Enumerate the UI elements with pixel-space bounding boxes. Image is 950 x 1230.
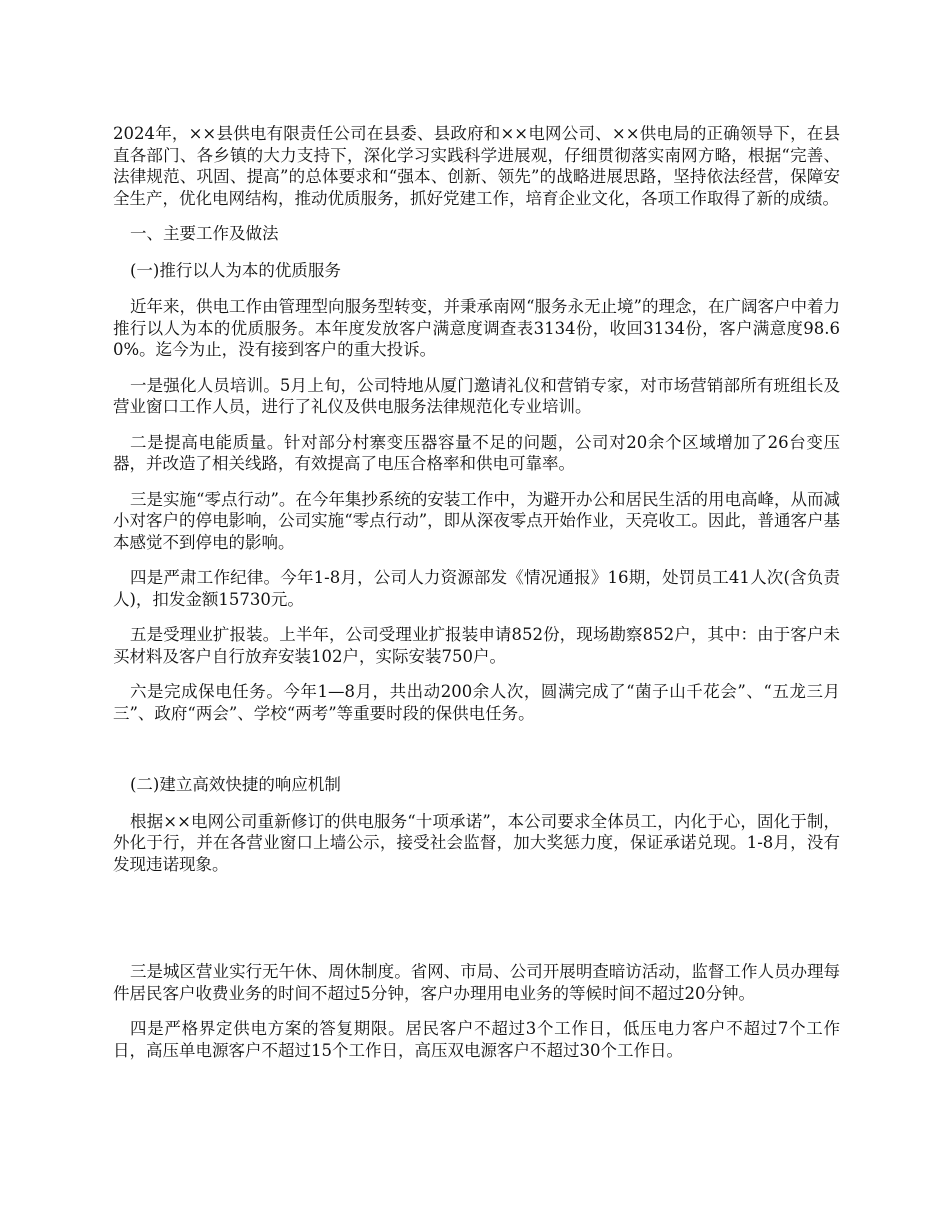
blank-space (113, 889, 840, 961)
body-paragraph: 五是受理业扩报装。上半年，公司受理业扩报装申请852份，现场勘察852户，其中：由于客户未买材料及客户自行放弃安装102户，实际安装750户。 (113, 625, 840, 666)
section-heading-main-work: 一、主要工作及做法 (130, 224, 279, 243)
body-paragraph: 二是提高电能质量。针对部分村寨变压器容量不足的问题，公司对20余个区域增加了26台变压器，并改造了相关线路，有效提高了电压合格率和供电可靠率。 (113, 432, 840, 473)
body-paragraph: 四是严肃工作纪律。今年1-8月，公司人力资源部发《情况通报》16期，处罚员工41人次(含负责人)，扣发金额15730元。 (113, 568, 840, 609)
body-paragraph: 六是完成保电任务。今年1—8月，共出动200余人次，圆满完成了“菌子山千花会”、“五龙三月三”、政府“两会”、学校“两考”等重要时段的保供电任务。 (113, 682, 840, 723)
document-page (113, 123, 840, 1075)
body-paragraph: 三是实施“零点行动”。在今年集抄系统的安装工作中，为避开办公和居民生活的用电高峰，从而减小对客户的停电影响，公司实施“零点行动”，即从深夜零点开始作业，天亮收工。因此，普通客户基本感觉不到停电的影响。 (113, 489, 840, 552)
body-paragraph: 根据××电网公司重新修订的供电服务“十项承诺”，本公司要求全体员工，内化于心，固化于制，外化于行，并在各营业窗口上墙公示，接受社会监督，加大奖惩力度，保证承诺兑现。1-8月，没有发现违诺现象。 (113, 811, 840, 874)
body-paragraph: 四是严格界定供电方案的答复期限。居民客户不超过3个工作日，低压电力客户不超过7个工作日，高压单电源客户不超过15个工作日，高压双电源客户不超过30个工作日。 (113, 1019, 840, 1060)
blank-space (113, 738, 840, 774)
subsection-heading-response-mechanism: (二)建立高效快捷的响应机制 (130, 775, 341, 794)
intro-paragraph: 2024年，××县供电有限责任公司在县委、县政府和××电网公司、××供电局的正确领导下，在县直各部门、各乡镇的大力支持下，深化学习实践科学进展观，仔细贯彻落实南网方略，根据“完善、法律规范、巩固、提高”的总体要求和“强本、创新、领先”的战略进展思路，坚持依法经营，保障安全生产，优化电网结构，推动优质服务，抓好党建工作，培育企业文化，各项工作取得了新的成绩。 (113, 124, 840, 208)
body-paragraph: 近年来，供电工作由管理型向服务型转变，并秉承南网“服务永无止境”的理念，在广阔客户中着力推行以人为本的优质服务。本年度发放客户满意度调查表3134份，收回3134份，客户满意度98.60%。迄今为止，没有接到客户的重大投诉。 (113, 297, 840, 359)
body-paragraph: 一是强化人员培训。5月上旬，公司特地从厦门邀请礼仪和营销专家，对市场营销部所有班组长及营业窗口工作人员，进行了礼仪及供电服务法律规范化专业培训。 (113, 375, 840, 416)
subsection-heading-quality-service: (一)推行以人为本的优质服务 (130, 260, 341, 280)
body-paragraph: 三是城区营业实行无午休、周休制度。省网、市局、公司开展明查暗访活动，监督工作人员办理每件居民客户收费业务的时间不超过5分钟，客户办理用电业务的等候时间不超过20分钟。 (113, 962, 840, 1003)
